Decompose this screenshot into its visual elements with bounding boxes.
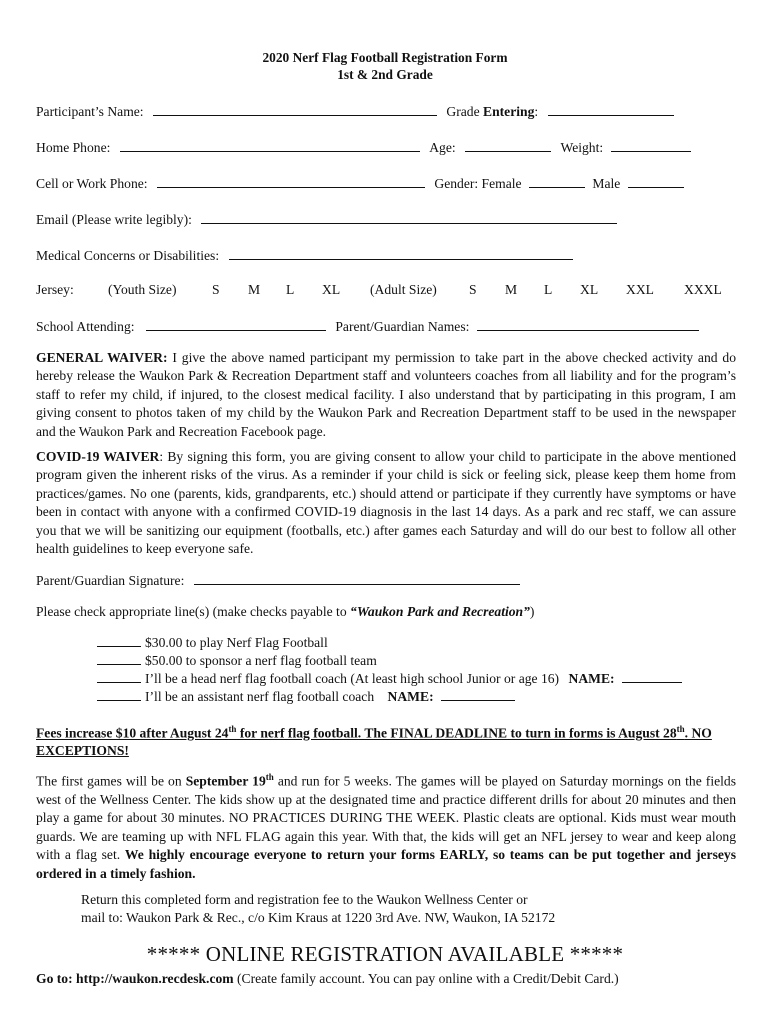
- parent-names-label: Parent/Guardian Names:: [335, 319, 470, 334]
- medical-label: Medical Concerns or Disabilities:: [36, 248, 220, 263]
- home-phone-row: [36, 139, 691, 156]
- form-title: 2020 Nerf Flag Football Registration Form: [262, 50, 508, 65]
- covid-waiver-heading: COVID-19 WAIVER: [36, 449, 160, 464]
- school-label: School Attending:: [36, 319, 135, 334]
- email-label: Email (Please write legibly):: [36, 212, 192, 227]
- adult-size-label: (Adult Size): [370, 282, 437, 297]
- option-sponsor-checkline[interactable]: [97, 652, 141, 665]
- weight-field[interactable]: [611, 139, 691, 152]
- weight-label: Weight:: [560, 140, 604, 155]
- gender-male-label: Male: [592, 176, 621, 191]
- medical-row: [36, 247, 573, 264]
- adult-size-xl[interactable]: XL: [580, 282, 599, 297]
- email-field[interactable]: [201, 211, 617, 224]
- option-assistant-coach-checkline[interactable]: [97, 688, 141, 701]
- participant-row: [36, 103, 674, 120]
- covid-waiver-text: : By signing this form, you are giving consent to allow your child to participate in the above mentioned program given the inherent risks of the virus. As a reminder if your child is sick or feeling sick, please keep them home from practices/games. No one (parents, kids, grandparents, etc.) should attend or participate if they currently have symptoms or have been in contact with anyone with a confirmed COVID-19 diagnosis in the last 14 days. As a park and rec staff, we can assure you that we will be sanitizing our equipment (footballs, etc.) after games each Saturday and will do our best to follow all other health guidelines to keep everyone safe.: [36, 449, 737, 557]
- online-registration-banner: ***** ONLINE REGISTRATION AVAILABLE *****: [146, 942, 624, 966]
- adult-size-s[interactable]: S: [469, 282, 477, 297]
- jersey-label: Jersey:: [36, 282, 74, 297]
- cell-phone-row: [36, 175, 684, 192]
- form-subtitle: 1st & 2nd Grade: [337, 67, 433, 82]
- option-assistant-coach: I’ll be an assistant nerf flag football coach NAME:: [97, 688, 515, 705]
- return-line-1: Return this completed form and registration fee to the Waukon Wellness Center or: [81, 892, 528, 907]
- head-coach-name-label: NAME:: [568, 671, 615, 686]
- male-field[interactable]: [628, 175, 684, 188]
- youth-size-s[interactable]: S: [212, 282, 220, 297]
- option-play: $30.00 to play Nerf Flag Football: [97, 634, 328, 651]
- participant-name-label: Participant’s Name:: [36, 104, 144, 119]
- general-waiver-text: I give the above named participant my permission to take part in the above checked activity and do hereby release the Waukon Park & Recreation Department staff and volunteers coaches from all liability and for the program’s staff to refer my child, if injured, to the closest medical facility. I also understand that by participating in this program, I am giving consent to photos taken of my child by the Waukon Park and Recreation Department staff to be used in the newspaper and the Waukon Park and Recreation Facebook page.: [36, 350, 736, 439]
- grade-label: Grade Entering:: [446, 104, 539, 119]
- participant-name-field[interactable]: [153, 103, 437, 116]
- head-coach-name-field[interactable]: [622, 670, 682, 683]
- general-waiver-heading: GENERAL WAIVER:: [36, 350, 168, 365]
- signature-label: Parent/Guardian Signature:: [36, 573, 185, 588]
- youth-size-label: (Youth Size): [108, 282, 177, 297]
- jersey-row: [36, 282, 736, 298]
- medical-field[interactable]: [229, 247, 573, 260]
- signature-row: [36, 572, 520, 589]
- cell-phone-label: Cell or Work Phone:: [36, 176, 148, 191]
- option-play-checkline[interactable]: [97, 634, 141, 647]
- deadline-notice: Fees increase $10 after August 24th for nerf flag football. The FINAL DEADLINE to turn in forms is August 28th. NO EXCEPTIONS!: [36, 724, 712, 758]
- adult-size-xxxl[interactable]: XXXL: [684, 282, 722, 297]
- age-label: Age:: [429, 140, 456, 155]
- youth-size-m[interactable]: M: [248, 282, 261, 297]
- payee-name: “Waukon Park and Recreation”: [350, 604, 530, 619]
- online-goto-line: Go to: http://waukon.recdesk.com (Create family account. You can pay online with a Credit/Debit Card.): [36, 971, 619, 986]
- parent-names-field[interactable]: [477, 318, 699, 331]
- age-field[interactable]: [465, 139, 551, 152]
- program-info: The first games will be on September 19th and run for 5 weeks. The games will be played on Saturday mornings on the fields west of the Wellness Center. The kids show up at the designated time and practice different drills for about 20 minutes and then play a game for about 30 minutes. NO PRACTICES DURING THE WEEK. Plastic cleats are optional. Kids must wear mouth guards. We are teaming up with NFL FLAG again this year. With that, the kids will get an NFL jersey to wear and keep along with a flag set. We highly encourage everyone to return your forms EARLY, so teams can be put together and jerseys ordered in a timely fashion.: [36, 772, 736, 881]
- school-field[interactable]: [146, 318, 326, 331]
- youth-size-xl[interactable]: XL: [322, 282, 341, 297]
- adult-size-xxl[interactable]: XXL: [626, 282, 654, 297]
- option-head-coach-checkline[interactable]: [97, 670, 141, 683]
- assistant-coach-name-label: NAME:: [387, 689, 434, 704]
- school-row: [36, 318, 699, 335]
- adult-size-m[interactable]: M: [505, 282, 518, 297]
- gender-female-label: Gender: Female: [434, 176, 522, 191]
- covid-waiver: [36, 448, 736, 558]
- assistant-coach-name-field[interactable]: [441, 688, 515, 701]
- cell-phone-field[interactable]: [157, 175, 425, 188]
- grade-field[interactable]: [548, 103, 674, 116]
- recdesk-link[interactable]: Go to: http://waukon.recdesk.com: [36, 971, 234, 986]
- signature-field[interactable]: [194, 572, 520, 585]
- email-row: [36, 211, 617, 228]
- home-phone-field[interactable]: [120, 139, 420, 152]
- option-head-coach: I’ll be a head nerf flag football coach (At least high school Junior or age 16) NAME:: [97, 670, 682, 687]
- general-waiver: [36, 349, 736, 441]
- return-line-2: mail to: Waukon Park & Rec., c/o Kim Kraus at 1220 3rd Ave. NW, Waukon, IA 52172: [81, 910, 556, 925]
- youth-size-l[interactable]: L: [286, 282, 295, 297]
- option-sponsor: $50.00 to sponsor a nerf flag football team: [97, 652, 377, 669]
- female-field[interactable]: [529, 175, 585, 188]
- payment-instructions: Please check appropriate line(s) (make checks payable to “Waukon Park and Recreation”): [36, 604, 535, 619]
- adult-size-l[interactable]: L: [544, 282, 553, 297]
- home-phone-label: Home Phone:: [36, 140, 111, 155]
